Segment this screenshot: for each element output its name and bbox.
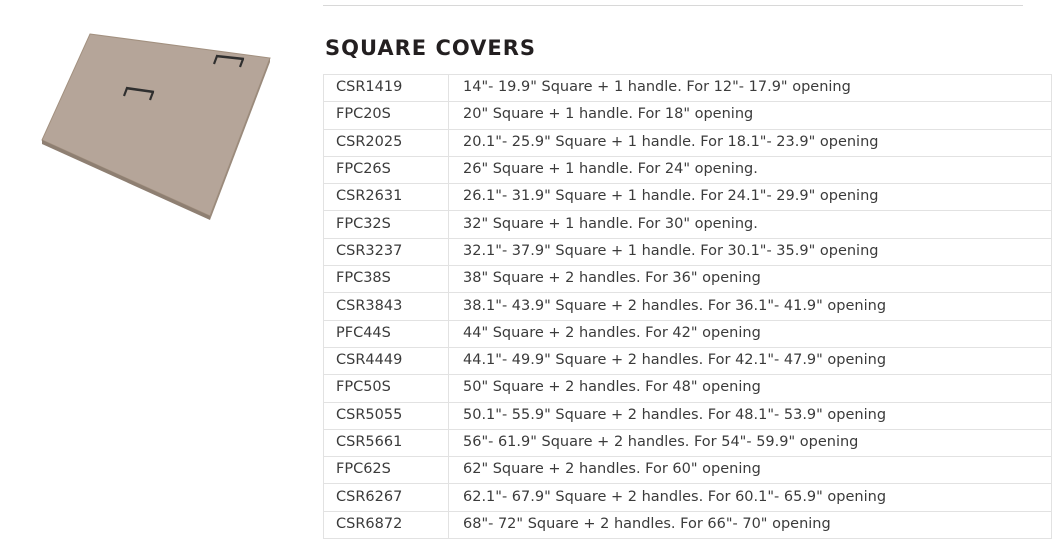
table-row	[324, 375, 1052, 402]
model-description: 50.1"- 55.9" Square + 2 handles. For 48.1"- 53.9" opening	[449, 402, 1052, 429]
table-row	[324, 347, 1052, 374]
page-title: SQUARE COVERS	[325, 36, 537, 60]
model-code: FPC62S	[324, 457, 449, 484]
model-code: FPC32S	[324, 211, 449, 238]
table-row	[324, 211, 1052, 238]
model-description: 32.1"- 37.9" Square + 1 handle. For 30.1"- 35.9" opening	[449, 238, 1052, 265]
model-code: CSR5055	[324, 402, 449, 429]
model-code: FPC38S	[324, 266, 449, 293]
square-cover-product-illustration	[20, 18, 310, 248]
model-code: CSR6872	[324, 511, 449, 538]
table-row	[324, 511, 1052, 538]
model-description: 44.1"- 49.9" Square + 2 handles. For 42.1"- 47.9" opening	[449, 347, 1052, 374]
model-description: 62" Square + 2 handles. For 60" opening	[449, 457, 1052, 484]
model-description: 14"- 19.9" Square + 1 handle. For 12"- 17.9" opening	[449, 75, 1052, 102]
table-row	[324, 156, 1052, 183]
table-row	[324, 429, 1052, 456]
model-description: 50" Square + 2 handles. For 48" opening	[449, 375, 1052, 402]
square-covers-table	[323, 74, 1052, 539]
model-code: CSR3843	[324, 293, 449, 320]
table-row	[324, 75, 1052, 102]
table-row	[324, 484, 1052, 511]
spec-content	[323, 36, 1023, 539]
table-row	[324, 238, 1052, 265]
model-code: FPC50S	[324, 375, 449, 402]
top-divider	[323, 5, 1023, 6]
model-description: 32" Square + 1 handle. For 30" opening.	[449, 211, 1052, 238]
table-row	[324, 457, 1052, 484]
table-row	[324, 184, 1052, 211]
model-description: 68"- 72" Square + 2 handles. For 66"- 70" opening	[449, 511, 1052, 538]
model-description: 38.1"- 43.9" Square + 2 handles. For 36.1"- 41.9" opening	[449, 293, 1052, 320]
table-row	[324, 320, 1052, 347]
model-code: CSR2025	[324, 129, 449, 156]
table-row	[324, 266, 1052, 293]
model-code: CSR2631	[324, 184, 449, 211]
table-row	[324, 293, 1052, 320]
table-row	[324, 402, 1052, 429]
model-description: 56"- 61.9" Square + 2 handles. For 54"- 59.9" opening	[449, 429, 1052, 456]
model-code: CSR3237	[324, 238, 449, 265]
model-description: 26.1"- 31.9" Square + 1 handle. For 24.1"- 29.9" opening	[449, 184, 1052, 211]
model-description: 62.1"- 67.9" Square + 2 handles. For 60.1"- 65.9" opening	[449, 484, 1052, 511]
model-description: 20.1"- 25.9" Square + 1 handle. For 18.1"- 23.9" opening	[449, 129, 1052, 156]
model-description: 20" Square + 1 handle. For 18" opening	[449, 102, 1052, 129]
model-code: CSR6267	[324, 484, 449, 511]
model-code: CSR5661	[324, 429, 449, 456]
table-row	[324, 129, 1052, 156]
model-code: CSR4449	[324, 347, 449, 374]
model-code: FPC20S	[324, 102, 449, 129]
model-code: FPC26S	[324, 156, 449, 183]
square-covers-table-body	[324, 75, 1052, 539]
table-row	[324, 102, 1052, 129]
model-code: CSR1419	[324, 75, 449, 102]
model-code: PFC44S	[324, 320, 449, 347]
model-description: 38" Square + 2 handles. For 36" opening	[449, 266, 1052, 293]
model-description: 26" Square + 1 handle. For 24" opening.	[449, 156, 1052, 183]
model-description: 44" Square + 2 handles. For 42" opening	[449, 320, 1052, 347]
